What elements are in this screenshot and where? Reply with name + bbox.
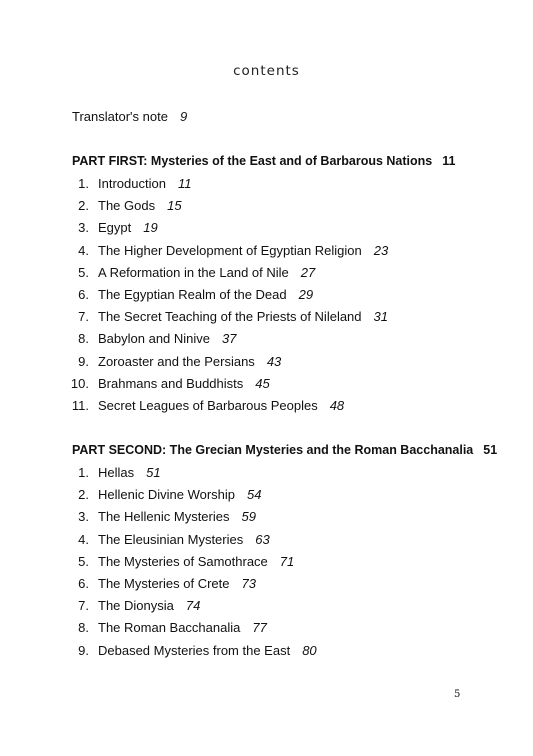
entry-title: Hellenic Divine Worship	[98, 487, 236, 503]
entry-label	[98, 398, 344, 413]
part-page: 11	[442, 154, 456, 168]
entry-page: 29	[298, 287, 314, 302]
entry-title: The Higher Development of Egyptian Religion	[98, 242, 362, 258]
entry-title: Babylon and Ninive	[98, 331, 211, 347]
entry-label	[98, 176, 191, 191]
entry-page: 80	[302, 642, 317, 658]
entry-number: 3.	[78, 220, 89, 236]
entry-number: 2.	[78, 487, 89, 503]
entry-label	[98, 509, 256, 524]
entry-label	[98, 487, 262, 502]
entry-number: 11.	[71, 398, 89, 413]
entry-number: 3.	[78, 509, 89, 525]
entry-page: 73	[241, 576, 256, 591]
entry-number: 1.	[78, 176, 89, 191]
entry-page: 37	[222, 331, 237, 347]
entry-page: 27	[300, 264, 316, 280]
entry-number: 8.	[78, 620, 89, 636]
entry-title: The Eleusinian Mysteries	[98, 531, 244, 547]
entry-number: 1.	[78, 465, 89, 480]
entry-page: 11	[177, 176, 192, 191]
entry-page: 31	[373, 309, 388, 325]
part-heading	[72, 154, 455, 168]
entry-title: Debased Mysteries from the East	[98, 642, 291, 658]
entry-label	[98, 265, 315, 280]
entry-title: The Gods	[98, 198, 156, 214]
entry-label	[98, 376, 270, 391]
entry-title: Brahmans and Buddhists	[98, 375, 244, 391]
entry-page: 51	[146, 465, 161, 480]
entry-label	[98, 220, 158, 235]
entry-page: 19	[143, 220, 158, 236]
entry-title: The Hellenic Mysteries	[98, 509, 230, 525]
entry-page: 15	[167, 198, 182, 214]
page-number: 5	[454, 689, 461, 700]
entry-page: 23	[373, 242, 389, 258]
entry-title: Introduction	[98, 176, 166, 191]
entry-label	[98, 243, 388, 258]
entry-page: 9	[179, 109, 188, 124]
part-title: PART SECOND: The Grecian Mysteries and the Roman Bacchanalia	[72, 443, 474, 457]
entry-number: 4.	[78, 531, 89, 547]
entry-title: Secret Leagues of Barbarous Peoples	[98, 398, 318, 413]
entry-label	[98, 532, 270, 547]
part-page: 51	[483, 443, 498, 457]
entry-title: The Secret Teaching of the Priests of Nileland	[98, 309, 362, 325]
entry-title: The Egyptian Realm of the Dead	[98, 287, 287, 302]
entry-number: 7.	[78, 598, 89, 614]
entry-page: 43	[266, 353, 282, 369]
entry-page: 71	[279, 553, 295, 569]
entry-page: 59	[241, 509, 256, 525]
entry-label	[98, 643, 317, 658]
entry-label	[98, 309, 388, 324]
entry-page: 45	[255, 375, 270, 391]
entry-number: 8.	[78, 331, 89, 347]
entry-number: 9.	[78, 353, 89, 369]
entry-title: The Mysteries of Crete	[98, 576, 230, 591]
translator-note-entry	[72, 109, 187, 124]
entry-page: 63	[255, 531, 270, 547]
entry-title: Egypt	[98, 220, 132, 236]
entry-label	[98, 354, 281, 369]
entry-label	[98, 331, 237, 346]
entry-label	[98, 465, 161, 480]
entry-label	[98, 620, 267, 635]
entry-title: The Roman Bacchanalia	[98, 620, 241, 636]
entry-label	[98, 198, 182, 213]
entry-title: The Mysteries of Samothrace	[98, 553, 268, 569]
entry-number: 5.	[78, 264, 89, 280]
entry-number: 9.	[78, 642, 89, 658]
entry-title: A Reformation in the Land of Nile	[98, 264, 289, 280]
contents-title: contents	[233, 63, 300, 79]
entry-page: 48	[329, 398, 345, 413]
entry-page: 74	[185, 598, 201, 614]
entry-page: 77	[252, 620, 267, 636]
part-heading	[72, 443, 497, 457]
entry-number: 2.	[78, 198, 89, 214]
entry-page: 54	[247, 487, 262, 503]
entry-number: 4.	[78, 242, 89, 258]
entry-label	[98, 598, 200, 613]
entry-label: Translator's note	[72, 109, 168, 124]
entry-title: The Dionysia	[98, 598, 174, 614]
part-title: PART FIRST: Mysteries of the East and of Barbarous Nations	[72, 154, 433, 168]
entry-number: 5.	[78, 553, 89, 569]
entry-label	[98, 287, 313, 302]
entry-label	[98, 554, 294, 569]
entry-number: 6.	[78, 576, 89, 591]
entry-title: Zoroaster and the Persians	[98, 353, 255, 369]
entry-label	[98, 576, 256, 591]
entry-number: 6.	[78, 287, 89, 302]
entry-number: 7.	[78, 309, 89, 325]
entry-title: Hellas	[98, 465, 135, 480]
entry-number: 10.	[70, 375, 89, 391]
